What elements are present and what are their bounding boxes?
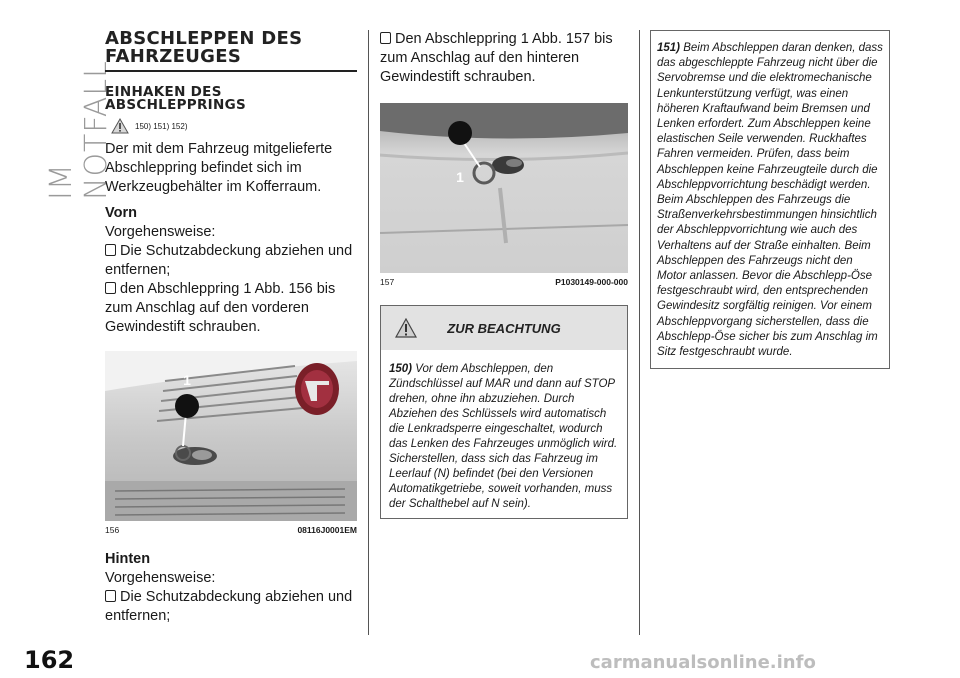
notice-text: Vor dem Abschleppen, den Zündschlüssel auf MAR und dann auf STOP drehen, ohne ihn abzuziehen. Durch Abziehen des Schlüssels wird automatisch die Lenkradsperre eingeschaltet, wodurch das Lenken des Fahrzeuges unmöglich wird. Sicherstellen, dass sich das Fahrzeug im Leerlauf (N) befindet (bei den Versionen Automatikgetriebe, soweit vorhanden, muss der Schalthebel auf N sein). bbox=[389, 363, 618, 510]
page-number: 162 bbox=[24, 646, 75, 674]
figure-156 bbox=[105, 351, 357, 535]
front-procedure: Vorgehensweise: bbox=[105, 224, 216, 240]
section-tab: IM NOTFALL bbox=[44, 60, 114, 200]
figure-number: 157 bbox=[380, 277, 395, 287]
info-box bbox=[650, 30, 890, 369]
warning-triangle-icon bbox=[395, 318, 417, 338]
rear-step: Den Abschleppring 1 Abb. 157 bis zum Anschlag auf den hinteren Gewindestift schrauben. bbox=[380, 31, 613, 85]
notice-box bbox=[380, 305, 628, 519]
figure-callout: 1 bbox=[456, 169, 464, 185]
checkbox-bullet-icon bbox=[380, 32, 391, 44]
front-step: Die Schutzabdeckung abziehen und entfernen; bbox=[105, 243, 353, 278]
figure-156-caption bbox=[105, 525, 357, 535]
figure-157-caption bbox=[380, 277, 628, 287]
warning-refs-text: 150) 151) 152) bbox=[135, 121, 188, 131]
notice-title: ZUR BEACHTUNG bbox=[447, 320, 561, 336]
notice-ref: 150) bbox=[389, 363, 413, 375]
figure-callout: 1 bbox=[183, 372, 191, 388]
figure-code: 08116J0001EM bbox=[297, 525, 357, 535]
column-left bbox=[105, 30, 357, 626]
info-text: Beim Abschleppen daran denken, dass das abgeschleppte Fahrzeug nicht über die Servobremse und die elektromechanische Lenkunterstützung verfügt, was einen höheren Kraftaufwand beim Bremsen und Lenken erfordert. Zum Abschleppen keine elastischen Seile verwenden. Ruckhaftes Fahren vermeiden. Prüfen, dass beim Abschleppen keine Fahrzeugteile durch die Abschleppvorrichtung beschädigt werden. Beim Abschleppen des Fahrzeugs die Straßenverkehrsbestimmungen hinsichtlich der Abschleppvorrichtung wie auch des Verhaltens auf der Straße einhalten. Beim Abschleppen des Fahrzeugs nicht den Motor anlassen. Bevor die Abschlepp-Öse festgeschraubt wird, den entsprechenden Gewindesitz sorgfältig reinigen. Vor einem Abschleppvorgang sicherstellen, dass die Abschlepp-Öse sicher bis zum Anschlag im Sitz festgeschraubt wurde. bbox=[657, 42, 883, 359]
column-divider bbox=[368, 30, 369, 635]
rear-step: Die Schutzabdeckung abziehen und entfernen; bbox=[105, 589, 353, 624]
watermark: carmanualsonline.info bbox=[590, 652, 816, 673]
figure-157 bbox=[380, 103, 628, 287]
figure-number: 156 bbox=[105, 525, 120, 535]
column-middle bbox=[380, 30, 628, 519]
warning-triangle-icon bbox=[111, 118, 129, 134]
checkbox-bullet-icon bbox=[105, 282, 116, 294]
rear-title: Hinten bbox=[105, 551, 151, 567]
front-step: den Abschleppring 1 Abb. 156 bis zum Anschlag auf den vorderen Gewindestift schrauben. bbox=[105, 281, 336, 335]
checkbox-bullet-icon bbox=[105, 244, 116, 256]
figure-code: P1030149-000-000 bbox=[555, 277, 628, 287]
front-title: Vorn bbox=[105, 205, 137, 221]
front-tow-hook-photo bbox=[105, 351, 357, 521]
notice-header bbox=[381, 306, 627, 350]
sub-heading: EINHAKEN DES ABSCHLEPPRINGS bbox=[105, 84, 246, 113]
column-divider bbox=[639, 30, 640, 635]
notice-body bbox=[381, 350, 627, 518]
rear-procedure: Vorgehensweise: bbox=[105, 570, 216, 586]
checkbox-bullet-icon bbox=[105, 590, 116, 602]
main-heading: ABSCHLEPPEN DES FAHRZEUGES bbox=[105, 30, 357, 72]
column-right bbox=[650, 30, 890, 369]
rear-tow-hook-photo bbox=[380, 103, 628, 273]
intro-text: Der mit dem Fahrzeug mitgelieferte Abschleppring befindet sich im Werkzeugbehälter im Kofferraum. bbox=[105, 141, 333, 195]
warning-refs bbox=[111, 118, 357, 134]
info-ref: 151) bbox=[657, 42, 681, 54]
